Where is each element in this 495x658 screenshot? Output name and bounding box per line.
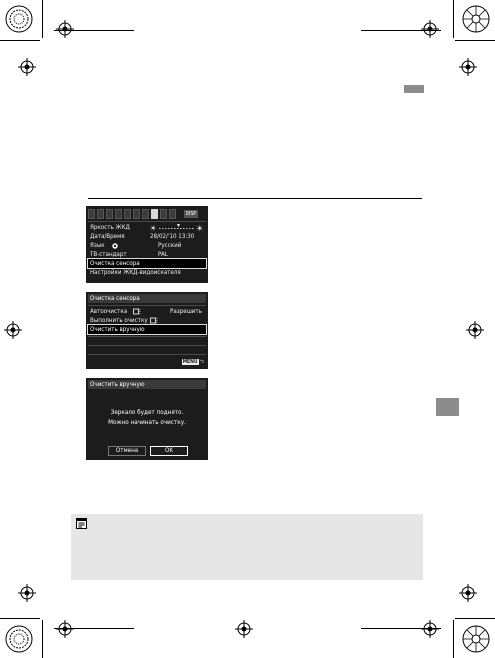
camera-screen-sensor-cleaning <box>86 292 208 369</box>
registration-mark-icon <box>421 20 439 38</box>
registration-mark-icon <box>421 620 439 638</box>
disp-badge: DISP <box>185 211 196 217</box>
menu-return-hint <box>182 359 204 366</box>
rosette-mark-icon <box>461 624 491 654</box>
registration-mark-icon <box>18 584 36 602</box>
menu-item-label: Яркость ЖКД <box>90 224 130 231</box>
registration-mark-icon <box>235 620 253 638</box>
menu-key-label: MENU <box>182 359 198 365</box>
registration-mark-icon <box>466 321 484 339</box>
section-divider <box>88 198 422 199</box>
camera-screen-setup-menu <box>86 206 208 283</box>
divider <box>88 345 206 346</box>
menu-item-label: Очистка сенсора <box>90 260 140 267</box>
menu-tab-bar <box>88 209 206 219</box>
screen-title: Очистка сенсора <box>88 294 206 303</box>
tab-setup-2[interactable] <box>151 209 158 219</box>
divider <box>88 336 206 337</box>
divider <box>88 305 206 306</box>
crop-mark <box>455 618 495 619</box>
menu-item-clean-now[interactable] <box>88 316 206 325</box>
menu-item-language[interactable] <box>88 241 206 250</box>
registration-mark-icon <box>56 20 74 38</box>
rosette-mark-icon <box>461 4 491 34</box>
tab-setup-3[interactable] <box>160 209 167 219</box>
crop-mark <box>455 40 495 41</box>
tab-setup-1[interactable] <box>142 209 149 219</box>
rosette-mark-icon <box>4 4 34 34</box>
camera-screen-manual-cleaning <box>86 378 208 460</box>
menu-item-clean-manually[interactable] <box>88 325 206 334</box>
svg-text:☀: ☀ <box>196 224 204 232</box>
menu-item-label: Дата/Время <box>90 233 125 240</box>
crop-mark <box>42 620 43 658</box>
sensor-cleaning-icon <box>150 317 158 324</box>
svg-text:☀: ☀ <box>150 224 157 232</box>
rosette-mark-icon <box>4 624 34 654</box>
sensor-cleaning-icon <box>133 308 141 315</box>
chapter-tab <box>436 398 459 416</box>
menu-item-video-system[interactable] <box>88 250 206 259</box>
menu-item-label: Автоочистка <box>90 308 128 315</box>
return-icon: ⮌ <box>199 359 204 365</box>
menu-item-label: Настройки ЖКД-видоискателя <box>90 269 181 276</box>
crop-mark <box>453 620 454 658</box>
menu-item-value: Русский <box>158 242 182 249</box>
crop-mark <box>42 0 43 38</box>
crop-mark <box>0 40 40 41</box>
menu-item-value: Разрешить <box>170 308 202 315</box>
menu-item-label: ТВ-стандарт <box>90 251 127 258</box>
registration-mark-icon <box>18 58 36 76</box>
menu-item-value: 28/02/'10 13:30 <box>150 233 195 240</box>
registration-mark-icon <box>56 620 74 638</box>
cancel-button[interactable]: Отмена <box>108 446 146 456</box>
note-box <box>71 514 423 580</box>
divider <box>88 221 206 222</box>
crop-mark <box>0 618 40 619</box>
note-icon <box>76 518 87 529</box>
tab-shooting-2[interactable] <box>97 209 104 219</box>
registration-mark-icon <box>459 584 477 602</box>
menu-item-lcd-brightness[interactable] <box>88 223 206 232</box>
menu-item-date-time[interactable] <box>88 232 206 241</box>
menu-item-label: Выполнить очистку <box>90 317 148 324</box>
tab-playback-2[interactable] <box>133 209 140 219</box>
margin-tab <box>404 85 424 93</box>
tab-my-menu[interactable] <box>169 209 176 219</box>
registration-mark-icon <box>4 321 22 339</box>
menu-item-label: Очистить вручную <box>90 326 145 333</box>
language-icon <box>112 243 118 249</box>
dialog-message-line-2: Можно начинать очистку. <box>108 419 186 426</box>
dialog-message-line-1: Зеркало будет поднято. <box>110 409 184 416</box>
menu-item-sensor-cleaning[interactable] <box>88 259 206 268</box>
tab-shooting-4[interactable] <box>115 209 122 219</box>
brightness-scale-icon <box>150 224 205 232</box>
tab-shooting-1[interactable] <box>88 209 95 219</box>
crop-mark <box>453 0 454 38</box>
divider <box>88 354 206 355</box>
menu-item-label: Язык <box>90 242 105 249</box>
menu-item-viewfinder-settings[interactable] <box>88 268 206 277</box>
menu-item-value: PAL <box>158 251 168 258</box>
tab-playback-1[interactable] <box>124 209 131 219</box>
screen-title: Очистить вручную <box>88 380 206 389</box>
tab-shooting-3[interactable] <box>106 209 113 219</box>
menu-item-auto-cleaning[interactable] <box>88 307 206 316</box>
ok-button[interactable]: OK <box>150 446 188 456</box>
registration-mark-icon <box>459 58 477 76</box>
